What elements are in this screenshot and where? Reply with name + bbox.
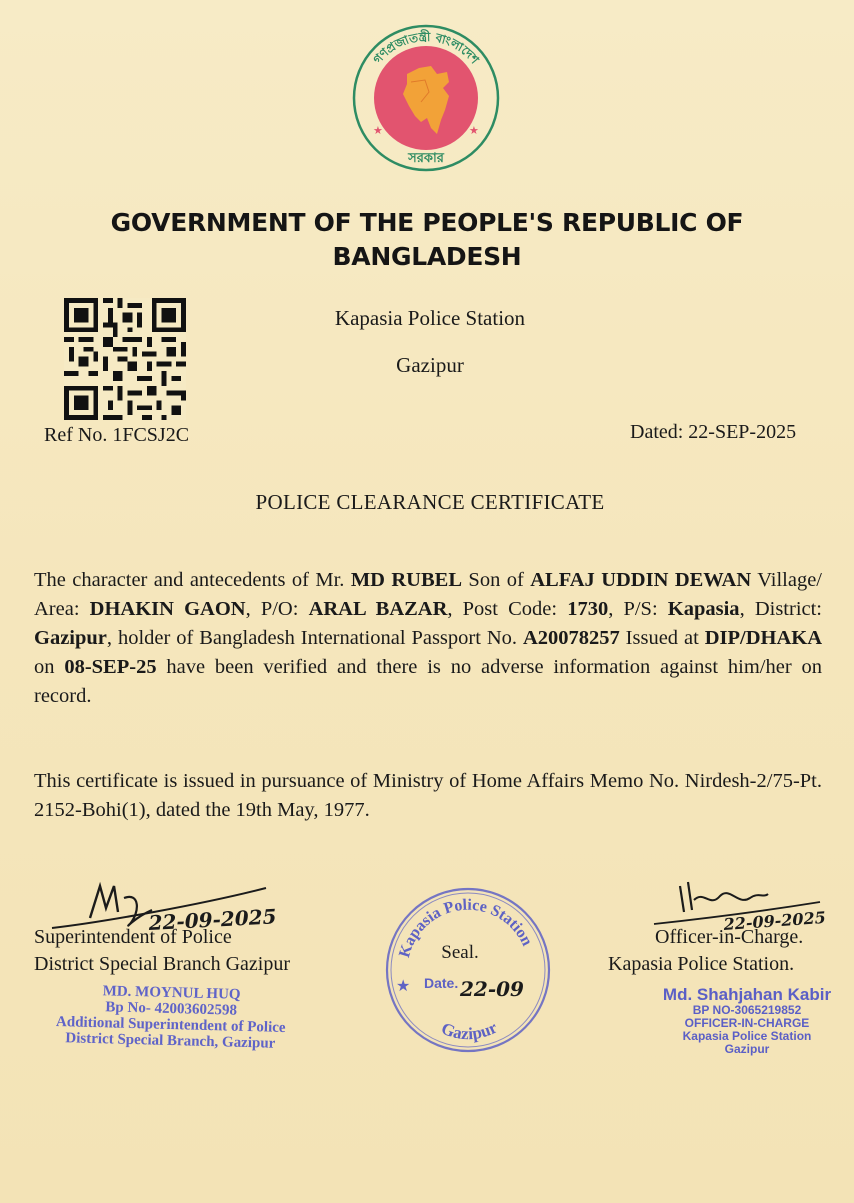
right-officer-stamp (632, 985, 854, 1056)
title-line-2: BANGLADESH (332, 242, 522, 271)
officer-in-charge-office: Kapasia Police Station. (608, 953, 795, 975)
superintendent-title: Superintendent of Police (34, 926, 232, 948)
body-text: , District: (739, 598, 822, 620)
left-stamp-rank: Additional Superintendent of Police (55, 1013, 286, 1036)
left-stamp-bp: Bp No- 42003602598 (105, 999, 238, 1019)
left-stamp-unit: District Special Branch, Gazipur (65, 1030, 276, 1052)
police-station: Kapasia (667, 598, 740, 620)
police-station-seal (382, 884, 552, 1054)
issue-date: Dated: 22-SEP-2025 (630, 421, 797, 443)
right-stamp-unit: Kapasia Police Station (682, 1029, 812, 1043)
reference-number: Ref No. 1FCSJ2C (44, 424, 190, 446)
seal-date-label: Date. (424, 975, 459, 991)
title-line-1: GOVERNMENT OF THE PEOPLE'S REPUBLIC OF (110, 208, 744, 237)
superintendent-office: District Special Branch Gazipur (34, 953, 291, 975)
certificate-title: POLICE CLEARANCE CERTIFICATE (255, 490, 605, 514)
emblem-ring-text-bottom: সরকার (408, 151, 444, 166)
left-stamp-name: MD. MOYNUL HUQ (102, 983, 241, 1003)
svg-text:Gazipur (439, 1017, 501, 1043)
district: Gazipur (34, 627, 107, 649)
seal-handwritten-date: 22-09 (460, 977, 524, 1001)
seal-label: Seal. (441, 942, 479, 963)
bangladesh-government-emblem-icon (345, 22, 507, 174)
left-officer-stamp (39, 982, 303, 1053)
body-text: on (34, 656, 65, 678)
district-name: Gazipur (396, 353, 464, 377)
seal-star-icon: ★ (396, 978, 411, 995)
right-stamp-bp: BP NO-3065219852 (692, 1003, 802, 1017)
body-text: , P/O: (245, 598, 309, 620)
seal-ring-text-top: Kapasia Police Station (396, 896, 536, 960)
body-text: , holder of Bangladesh International Passport No. (106, 627, 523, 649)
right-handwritten-date: 22-09-2025 (722, 907, 827, 934)
emblem-star-right: ★ (469, 125, 479, 137)
body-text: , Post Code: (447, 598, 568, 620)
memo-paragraph: This certificate is issued in pursuance of Ministry of Home Affairs Memo No. Nirdesh-2/75-Pt. 2152-Bohi(1), dated the 19th May, 1977. (34, 770, 822, 821)
government-title (60, 206, 794, 274)
body-text: have been verified and there is no adverse information against him/her on record. (34, 656, 822, 707)
qr-code-icon (64, 298, 186, 420)
body-text: Issued at (619, 627, 705, 649)
applicant-name: MD RUBEL (350, 569, 463, 591)
emblem-star-left: ★ (373, 125, 383, 137)
right-stamp-name: Md. Shahjahan Kabir (662, 985, 832, 1004)
left-handwritten-date: 22-09-2025 (148, 904, 278, 935)
father-name: ALFAJ UDDIN DEWAN (530, 569, 752, 591)
emblem-ring-text-top: গণপ্রজাতন্ত্রী বাংলাদেশ (370, 29, 482, 67)
verification-paragraph (34, 566, 822, 711)
body-text: , P/S: (608, 598, 668, 620)
seal-ring-text-bottom: Gazipur (438, 1017, 501, 1044)
post-office: ARAL BAZAR (308, 598, 448, 620)
post-code: 1730 (567, 598, 609, 620)
body-text: Village/ Area: (34, 569, 822, 620)
right-stamp-district: Gazipur (724, 1042, 770, 1056)
issued-at: DIP/DHAKA (704, 627, 822, 649)
passport-number: A20078257 (522, 627, 620, 649)
passport-issue-date: 08-SEP-25 (64, 656, 157, 678)
village: DHAKIN GAON (89, 598, 246, 620)
right-stamp-rank: OFFICER-IN-CHARGE (684, 1016, 810, 1030)
police-station-name: Kapasia Police Station (334, 306, 526, 330)
body-text: The character and antecedents of Mr. (34, 569, 351, 591)
officer-in-charge-title: Officer-in-Charge. (655, 926, 804, 948)
body-text: Son of (462, 569, 531, 591)
